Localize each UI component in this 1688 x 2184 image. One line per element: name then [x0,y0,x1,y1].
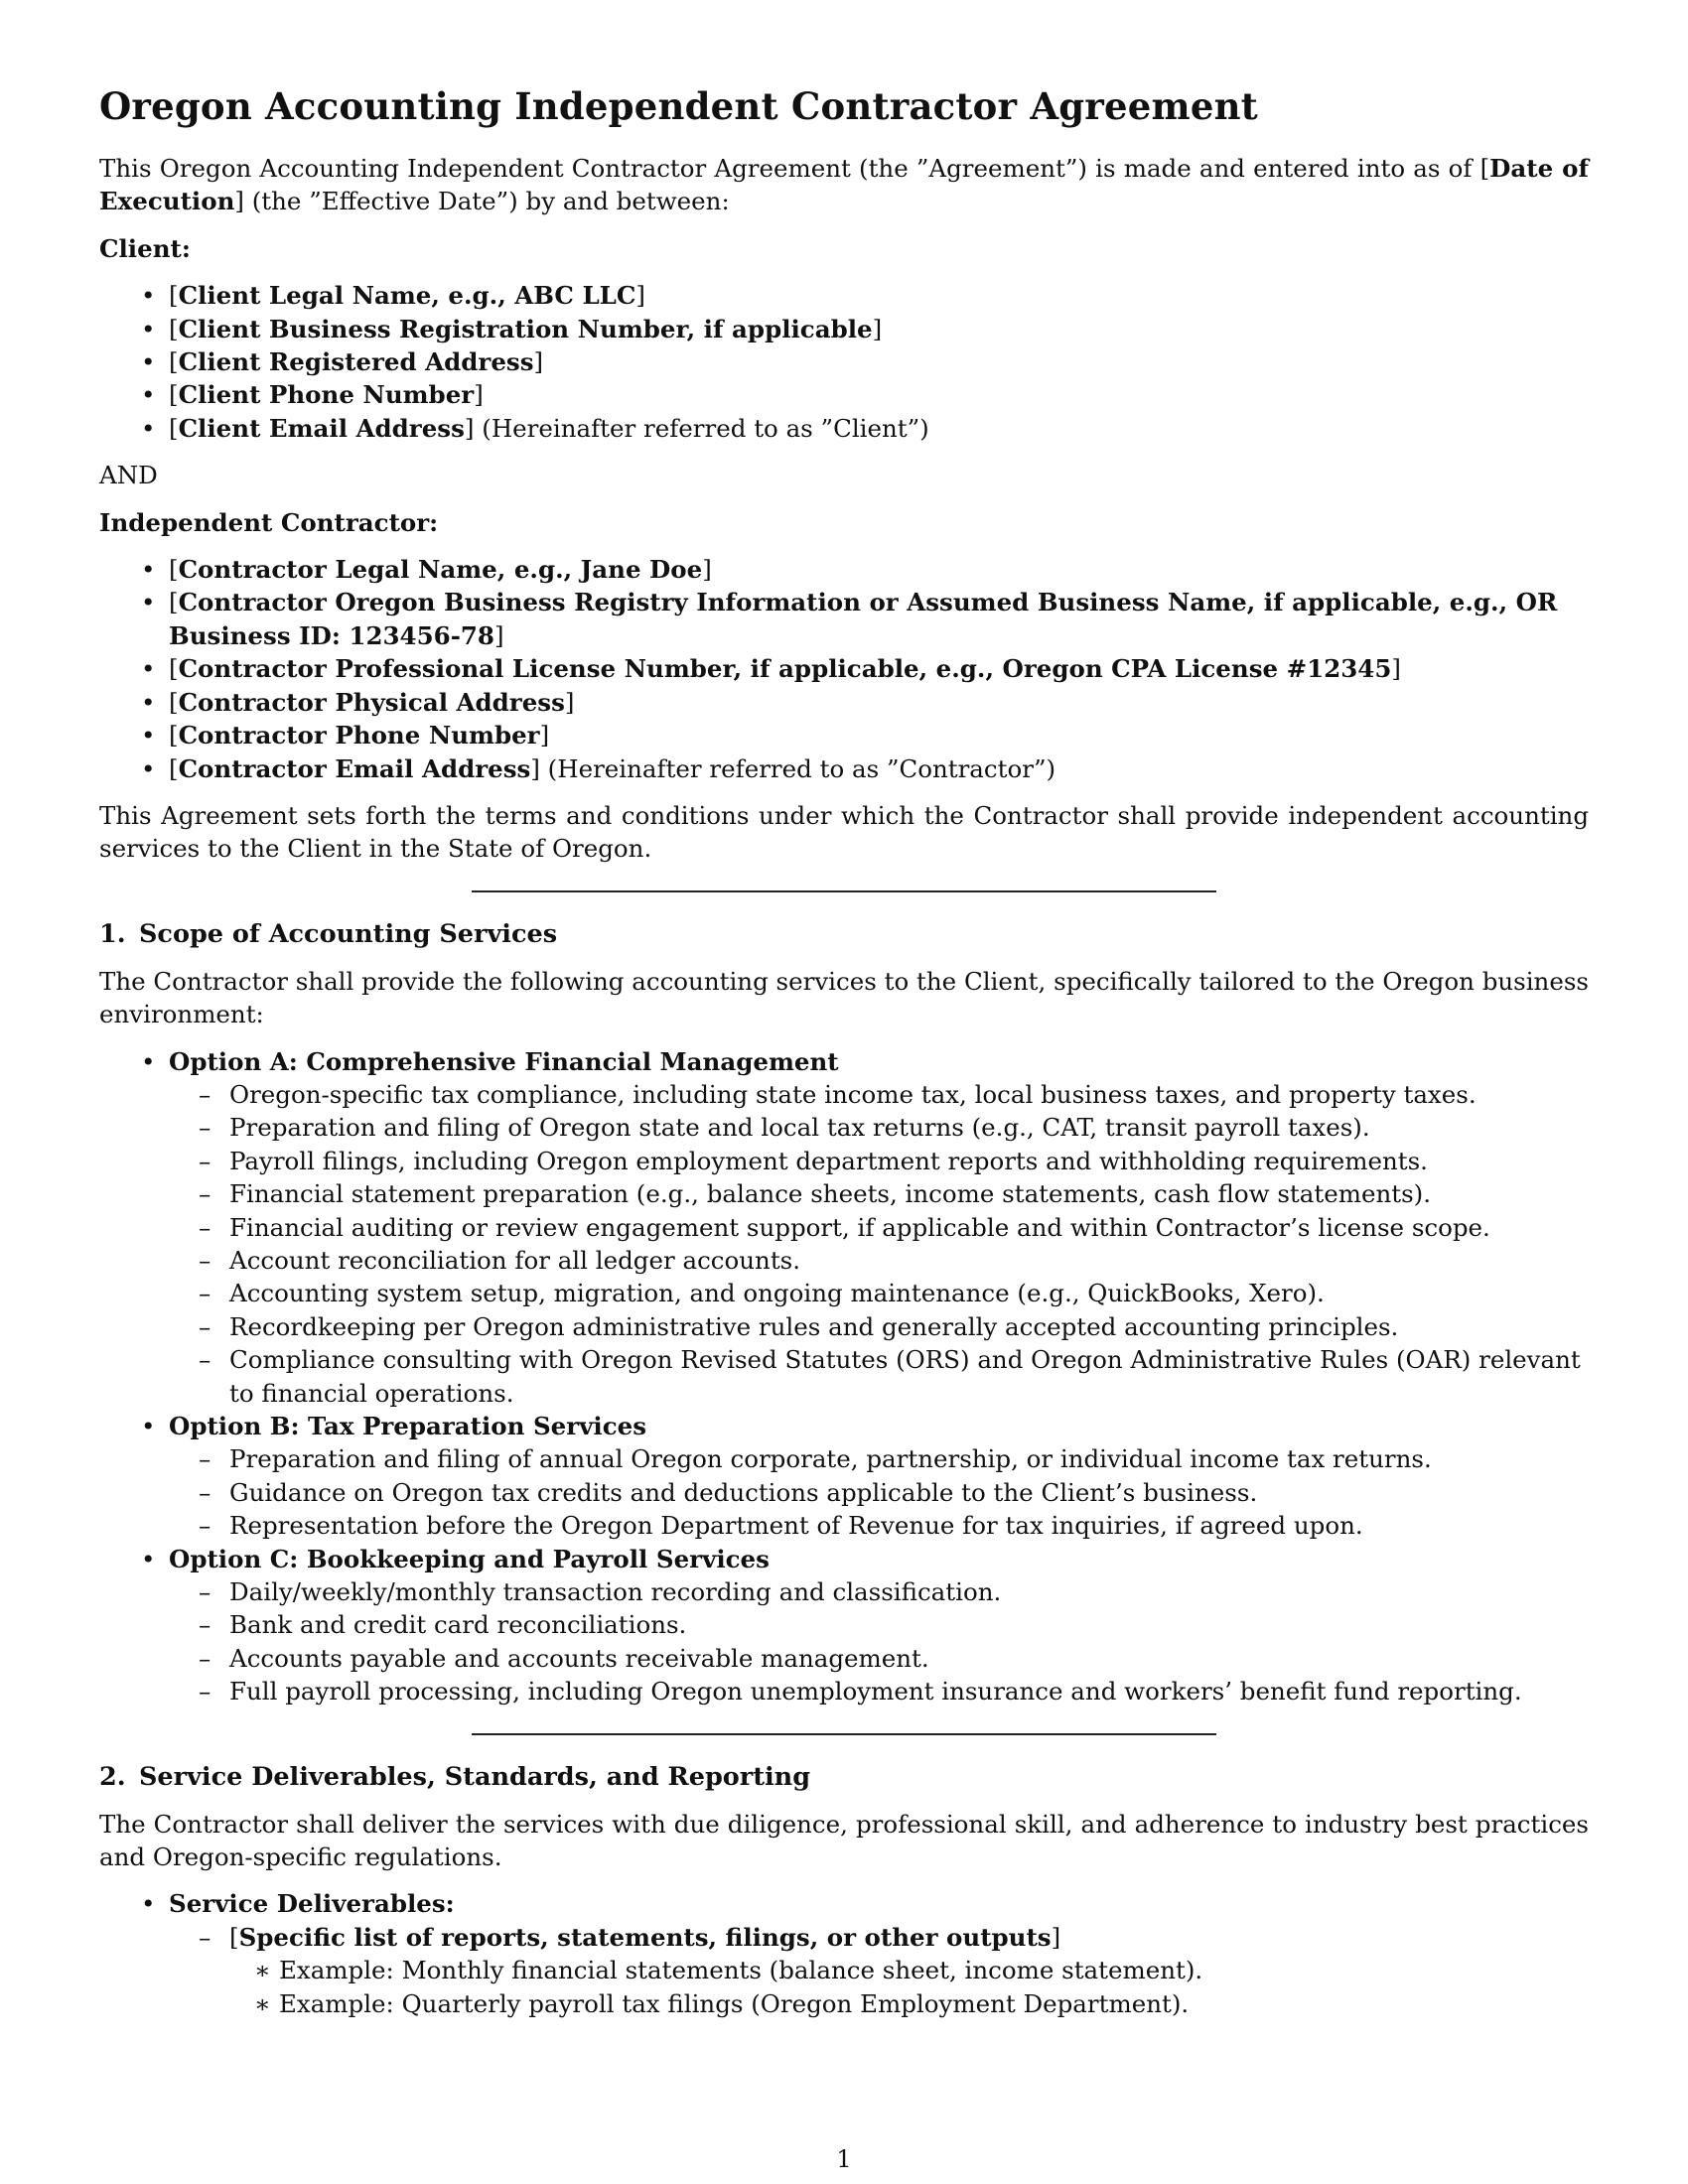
section-1-heading [99,918,1589,951]
list-item: • [Client Phone Number] [99,378,1589,411]
client-hereinafter: (Hereinafter referred to as ”Client”) [474,413,929,443]
deliverables-sublist [169,1921,1589,2020]
list-item: ∗ Example: Quarterly payroll tax filings (Oregon Employment Department). [229,1987,1589,2020]
list-item: – [Specific list of reports, statements, filings, or other outputs] ∗ Example: Monthly financial statements (balance sheet, income statement). ∗ Example: Quarterly payroll tax filings (Oregon Employment Department). [169,1921,1589,2020]
list-item: – Bank and credit card reconciliations. [169,1608,1589,1641]
list-item: • [Contractor Legal Name, e.g., Jane Doe] [99,553,1589,586]
list-item: • [Contractor Oregon Business Registry Information or Assumed Business Name, if applicable, e.g., OR Business ID: 123456-78] [99,586,1589,652]
list-item: – Daily/weekly/monthly transaction recording and classification. [169,1575,1589,1608]
list-item: – Representation before the Oregon Department of Revenue for tax inquiries, if agreed upon. [169,1509,1589,1542]
section-2-number: 2. [99,1761,126,1792]
list-item: • [Client Legal Name, e.g., ABC LLC] [99,279,1589,312]
list-item: – Oregon-specific tax compliance, including state income tax, local business taxes, and property taxes. [169,1078,1589,1111]
list-item: – Full payroll processing, including Oregon unemployment insurance and workers’ benefit fund reporting. [169,1675,1589,1707]
client-label: Client: [99,233,191,263]
list-item: • [Contractor Email Address] (Hereinafter referred to as ”Contractor”) [99,752,1589,785]
list-item: – Preparation and filing of annual Oregon corporate, partnership, or individual income tax returns. [169,1442,1589,1475]
list-item: – Recordkeeping per Oregon administrative rules and generally accepted accounting principles. [169,1310,1589,1343]
list-item: • [Client Registered Address] [99,345,1589,378]
intro-text-before: This Oregon Accounting Independent Contractor Agreement (the ”Agreement”) is made and entered into as of [ [99,154,1490,183]
service-deliverables [99,1887,1589,2020]
list-item: • [Client Email Address] (Hereinafter referred to as ”Client”) [99,412,1589,445]
section-2-heading [99,1761,1589,1794]
contractor-details-list [99,553,1589,785]
section-2-title: Service Deliverables, Standards, and Reporting [139,1761,811,1792]
client-details-list [99,279,1589,445]
deliverables-list [99,1887,1589,2020]
option-c-title: Option C: Bookkeeping and Payroll Services [169,1544,770,1573]
contractor-label: Independent Contractor: [99,507,439,537]
list-item: • [Client Business Registration Number, if applicable] [99,313,1589,345]
option-a [99,1045,1589,1410]
document-content [99,83,1589,2034]
section-1-number: 1. [99,918,126,949]
list-item: – Accounting system setup, migration, and ongoing maintenance (e.g., QuickBooks, Xero). [169,1277,1589,1309]
section-divider [472,1733,1216,1735]
page-number: 1 [836,2145,852,2173]
service-deliverables-label: Service Deliverables: [169,1889,455,1919]
list-item: – Guidance on Oregon tax credits and deductions applicable to the Client’s business. [169,1476,1589,1509]
contractor-hereinafter: (Hereinafter referred to as ”Contractor”) [539,753,1056,783]
date-of-execution-field: Date of Execution [99,154,1589,216]
list-item: • [Contractor Phone Number] [99,719,1589,751]
list-item: – Accounts payable and accounts receivable management. [169,1642,1589,1675]
list-item: – Financial auditing or review engagement support, if applicable and within Contractor’s license scope. [169,1211,1589,1244]
terms-paragraph: This Agreement sets forth the terms and conditions under which the Contractor shall provide independent accounting services to the Client in the State of Oregon. [99,800,1589,864]
list-item: • [Contractor Professional License Number, if applicable, e.g., Oregon CPA License #12345] [99,652,1589,685]
section-2-intro: The Contractor shall deliver the services with due diligence, professional skill, and adherence to industry best practices and Oregon-specific regulations. [99,1809,1589,1872]
option-a-items [169,1078,1589,1410]
option-c [99,1543,1589,1708]
list-item: – Preparation and filing of Oregon state and local tax returns (e.g., CAT, transit payroll taxes). [169,1111,1589,1144]
list-item: – Account reconciliation for all ledger accounts. [169,1244,1589,1277]
deliverable-examples [229,1954,1589,2020]
list-item: – Financial statement preparation (e.g., balance sheets, income statements, cash flow statements). [169,1177,1589,1210]
option-b-title: Option B: Tax Preparation Services [169,1412,647,1440]
and-separator: AND [99,461,158,490]
option-c-items [169,1575,1589,1708]
service-options-list [99,1045,1589,1708]
intro-text-after: ] (the ”Effective Date”) by and between: [234,187,730,216]
list-item: • [Contractor Physical Address] [99,686,1589,719]
option-b-items [169,1442,1589,1542]
section-1-intro: The Contractor shall provide the following accounting services to the Client, specifically tailored to the Oregon business environment: [99,966,1589,1029]
document-title: Oregon Accounting Independent Contractor Agreement [99,84,1258,128]
list-item: ∗ Example: Monthly financial statements (balance sheet, income statement). [229,1954,1589,1986]
option-a-title: Option A: Comprehensive Financial Management [169,1046,839,1076]
option-b [99,1410,1589,1543]
section-divider [472,890,1216,892]
list-item: – Payroll filings, including Oregon employment department reports and withholding requirements. [169,1145,1589,1177]
list-item: – Compliance consulting with Oregon Revised Statutes (ORS) and Oregon Administrative Rules (OAR) relevant to financial operations. [169,1343,1589,1410]
section-1-title: Scope of Accounting Services [139,918,558,949]
intro-paragraph [99,152,1589,218]
